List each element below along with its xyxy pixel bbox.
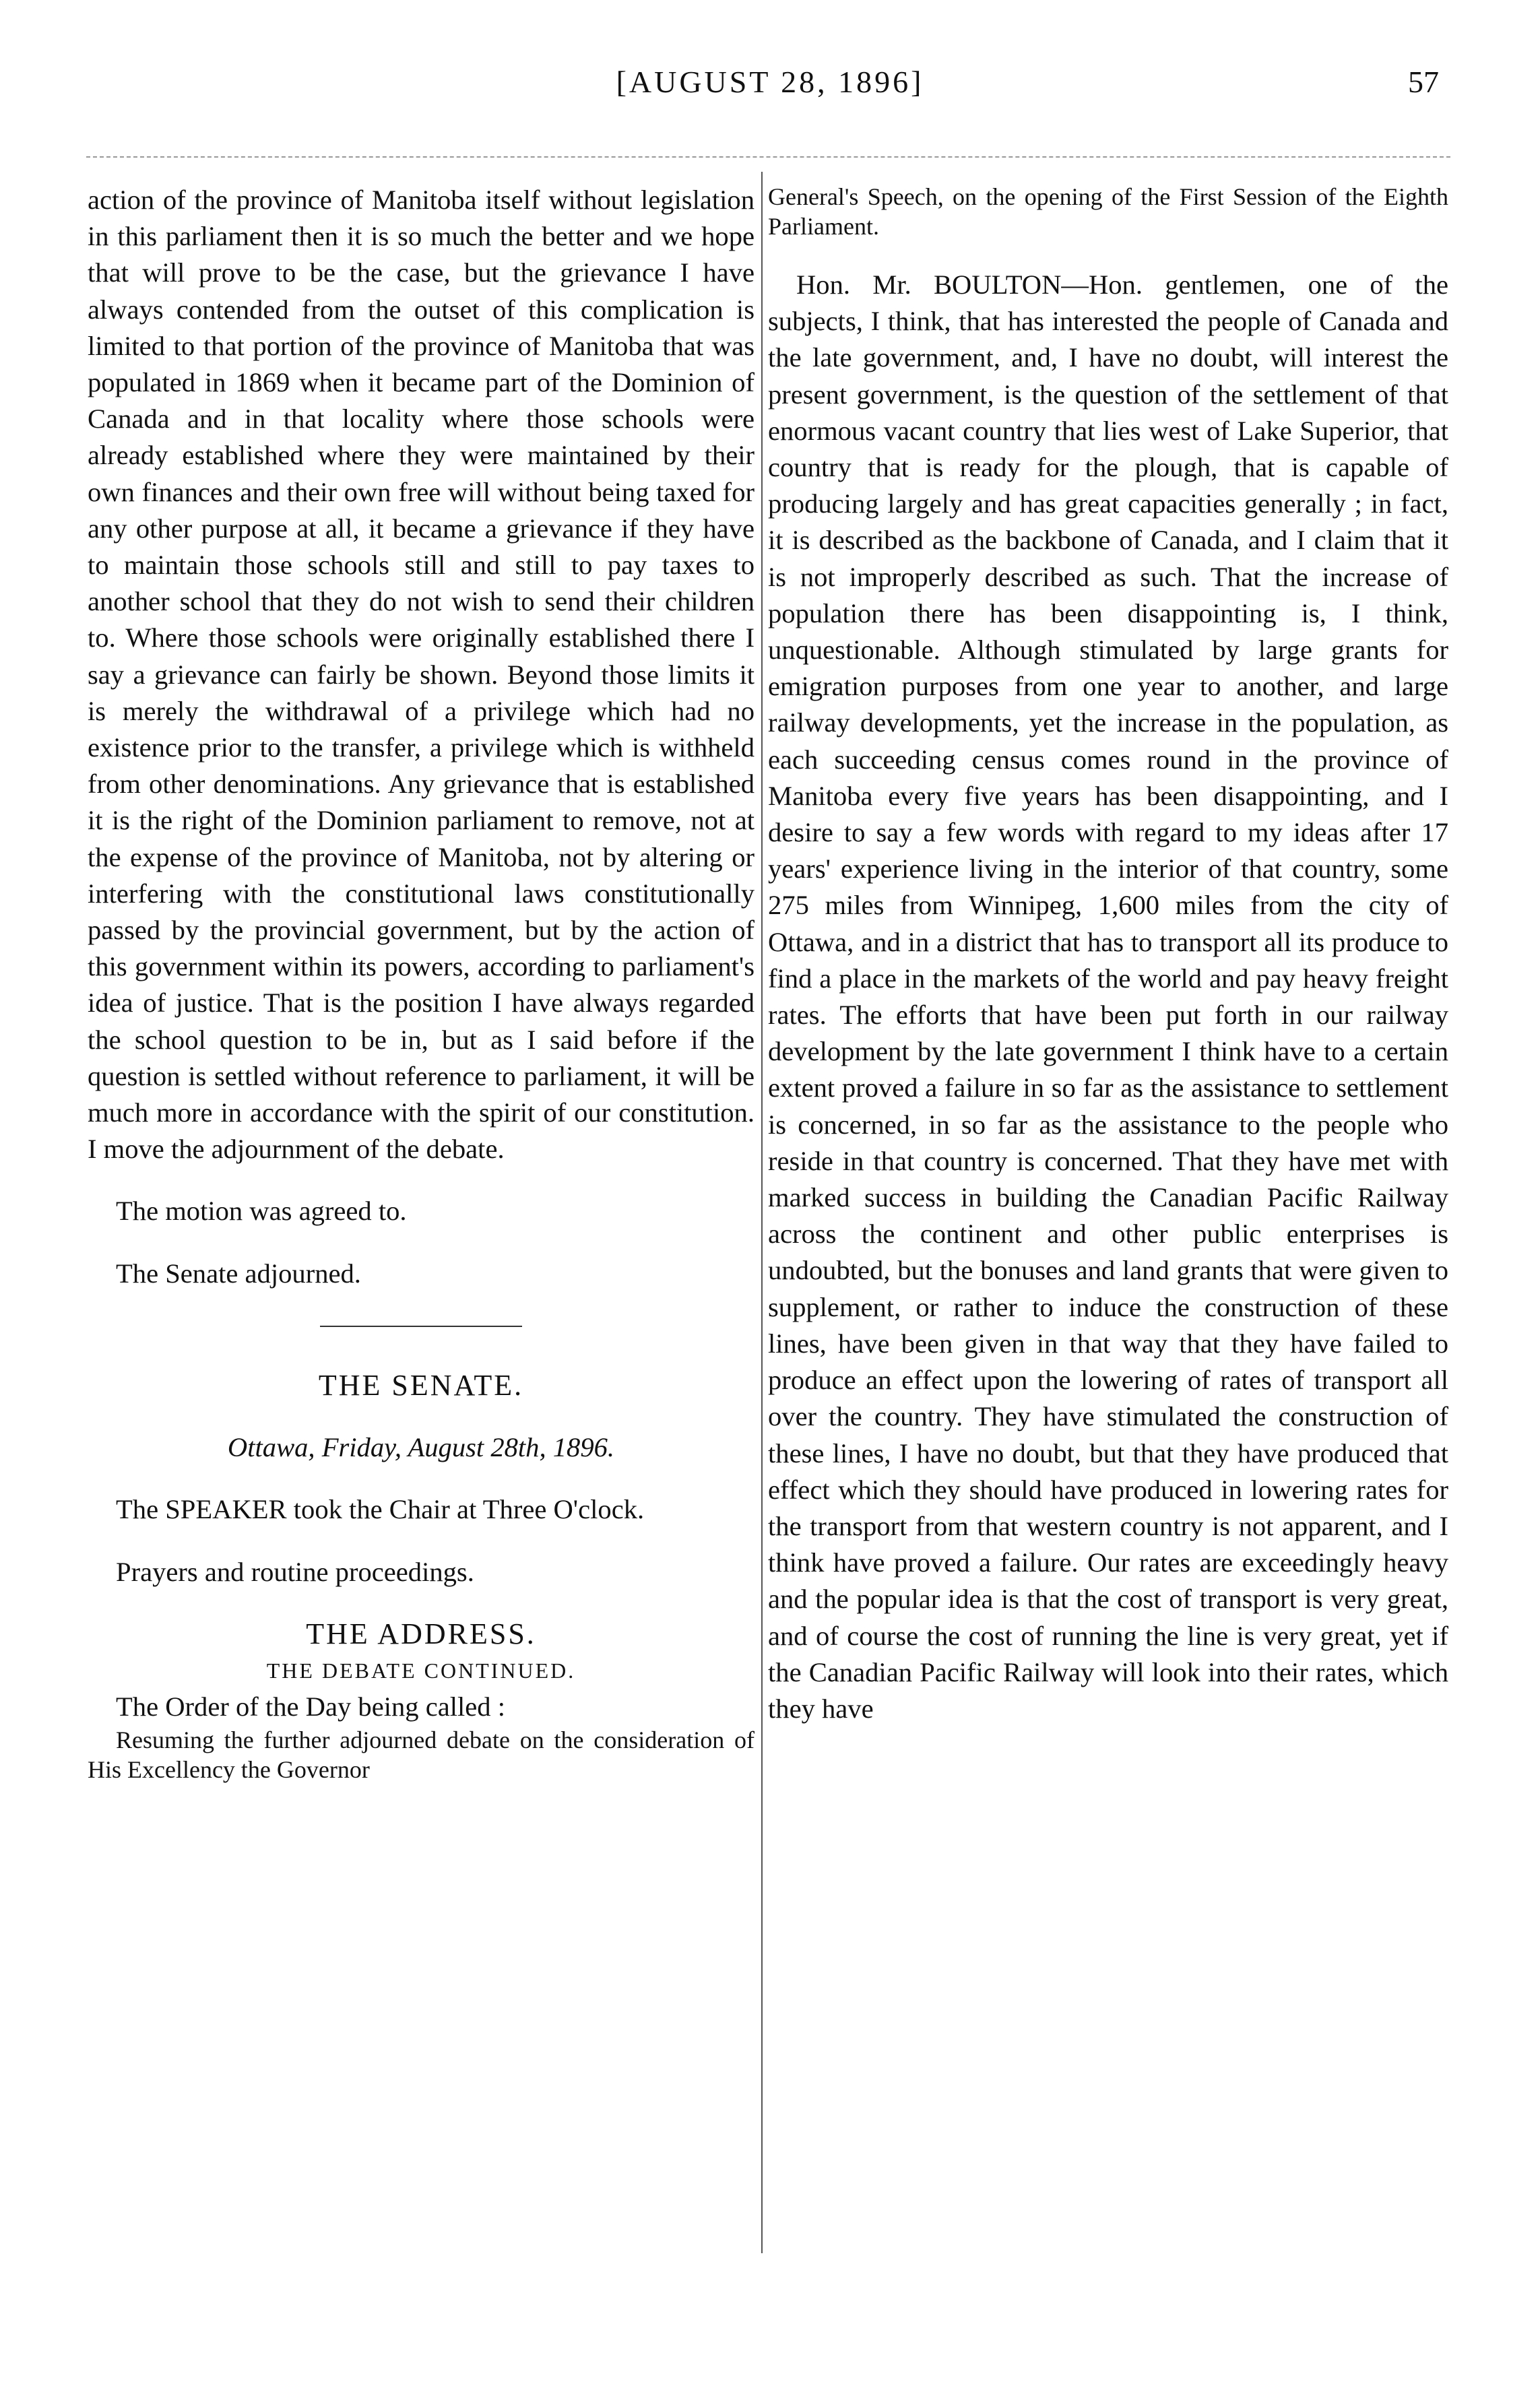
dateline: Ottawa, Friday, August 28th, 1896. <box>227 1432 615 1463</box>
speaker-line: The SPEAKER took the Chair at Three O'clock. <box>116 1494 645 1525</box>
order-of-day: The Order of the Day being called : <box>116 1691 506 1722</box>
debate-continued: THE DEBATE CONTINUED. <box>266 1658 576 1683</box>
page-header <box>0 64 1540 111</box>
boulton-speech: Hon. Mr. BOULTON—Hon. gentlemen, one of the subjects, I think, that has interested the people of Canada and the late government, and, I have no doubt, will interest the present government, is the question of the settlement of that enormous vacant country that lies west of Lake Superior, that country that is ready for the plough, that is capable of producing largely and has great capacities generally ; in fact, it is described as the backbone of Canada, and I claim that it is not improperly described as such. That the increase of population there has been disappointing is, I think, unquestionable. Although stimulated by large grants for emigration purposes from one year to another, and large railway developments, yet the increase in the population, as each succeeding census comes round in the province of Manitoba every five years has been disappointing, and I desire to say a few words with regard to my ideas after 17 years' experience living in the interior of that country, some 275 miles from Winnipeg, 1,600 miles from the city of Ottawa, and in a district that has to transport all its produce to find a place in the markets of the world and pay heavy freight rates. The efforts that have been put forth in our railway development by the late government I think have to a certain extent proved a failure in so far as the assistance to settlement is concerned, in so far as the assistance to the people who reside in that country is concerned. That they have met with marked success in building the Canadian Pacific Railway across the continent and other public enterprises is undoubted, but the bonuses and land grants that were given to supplement, or rather to induce the construction of these lines, have been given in that way that they have failed to produce an effect upon the lowering of rates of transport all over the country. They have stimulated the construction of these lines, I have no doubt, but that they have produced that effect which they should have produced in lowering rates for the transport from that western country is not apparent, and I think have proved a failure. Our rates are exceedingly heavy and the popular idea is that the cost of transport is very great, and of course the cost of running the line is very great, yet if the Canadian Pacific Railway will look into their rates, which they have <box>768 269 1448 1724</box>
right-column <box>768 182 1448 1727</box>
resuming-text: Resuming the further adjourned debate on the consideration of His Excellency the Governor <box>88 1726 755 1784</box>
section-rule <box>320 1326 522 1327</box>
column-divider <box>761 172 763 2253</box>
address-title: THE ADDRESS. <box>306 1617 536 1650</box>
section-title: THE SENATE. <box>318 1368 524 1402</box>
running-head: [AUGUST 28, 1896] <box>616 65 924 99</box>
page-number: 57 <box>1408 65 1439 99</box>
senate-adjourned: The Senate adjourned. <box>116 1258 361 1289</box>
resuming-continuation: General's Speech, on the opening of the First Session of the Eighth Parliament. <box>768 183 1448 240</box>
speech-continuation: action of the province of Manitoba itself without legislation in this parliament then it is so much the better and we hope that will prove to be the case, but the grievance I have always contended from the outset of this complication is limited to that portion of the province of Manitoba that was populated in 1869 when it became part of the Dominion of Canada and in that locality where those schools were already established where they were maintained by their own finances and their own free will without being taxed for any other purpose at all, it became a grievance if they have to maintain those schools still and still to pay taxes to another school that they do not wish to send their children to. Where those schools were originally established there I say a grievance can fairly be shown. Beyond those limits it is merely the withdrawal of a privilege which had no existence prior to the transfer, a privilege which is withheld from other denominations. Any grievance that is established it is the right of the Dominion parliament to remove, not at the expense of the province of Manitoba, not by altering or interfering with the constitutional laws constitutionally passed by the provincial government, but by the action of this government within its powers, according to parliament's idea of justice. That is the position I have always regarded the school question to be in, but as I said before if the question is settled without reference to parliament, it will be much more in accordance with the spirit of our constitution. I move the adjournment of the debate. <box>88 185 755 1165</box>
header-rule <box>86 156 1450 158</box>
left-column <box>88 182 755 1784</box>
prayers-line: Prayers and routine proceedings. <box>116 1556 474 1587</box>
motion-agreed: The motion was agreed to. <box>116 1196 407 1227</box>
